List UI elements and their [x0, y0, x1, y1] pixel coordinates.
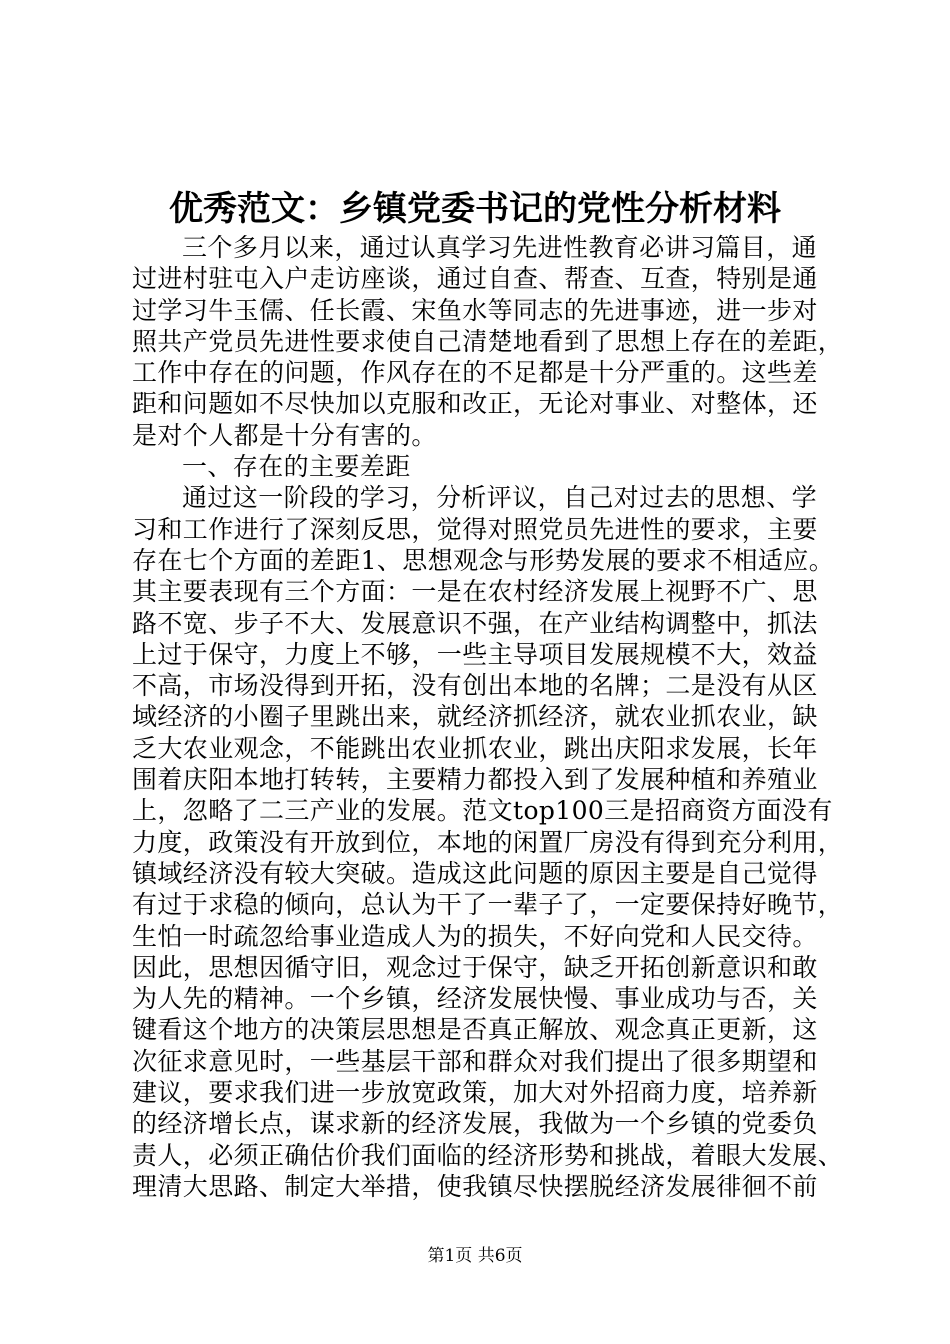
body-line: 次征求意见时，一些基层干部和群众对我们提出了很多期望和: [132, 1046, 818, 1076]
body-line: 距和问题如不尽快加以克服和改正，无论对事业、对整体，还: [132, 389, 818, 419]
body-line: 通过这一阶段的学习，分析评议，自己对过去的思想、学: [182, 483, 818, 513]
body-line: 乏大农业观念，不能跳出农业抓农业，跳出庆阳求发展，长年: [132, 733, 818, 763]
body-line: 存在七个方面的差距1、思想观念与形势发展的要求不相适应。: [132, 545, 835, 575]
body-line: 过学习牛玉儒、任长霞、宋鱼水等同志的先进事迹，进一步对: [132, 295, 818, 325]
body-line: 围着庆阳本地打转转，主要精力都投入到了发展种植和养殖业: [132, 765, 818, 795]
body-line: 其主要表现有三个方面：一是在农村经济发展上视野不广、思: [132, 577, 818, 607]
body-line: 责人，必须正确估价我们面临的经济形势和挑战，着眼大发展、: [132, 1140, 844, 1170]
body-line: 生怕一时疏忽给事业造成人为的损失，不好向党和人民交待。: [132, 921, 818, 951]
body-line: 上过于保守，力度上不够，一些主导项目发展规模不大，效益: [132, 639, 818, 669]
body-line: 路不宽、步子不大、发展意识不强，在产业结构调整中，抓法: [132, 608, 818, 638]
body-line: 过进村驻屯入户走访座谈，通过自查、帮查、互查，特别是通: [132, 264, 818, 294]
body-line: 不高，市场没得到开拓，没有创出本地的名牌；二是没有从区: [132, 671, 818, 701]
body-line: 工作中存在的问题，作风存在的不足都是十分严重的。这些差: [132, 358, 818, 388]
body-line: 为人先的精神。一个乡镇，经济发展快慢、事业成功与否，关: [132, 984, 818, 1014]
document-title: 优秀范文：乡镇党委书记的党性分析材料: [169, 189, 781, 229]
body-line: 三个多月以来，通过认真学习先进性教育必讲习篇目，通: [182, 233, 818, 262]
page-footer: 第1页 共6页: [427, 1246, 523, 1266]
body-line: 理清大思路、制定大举措，使我镇尽快摆脱经济发展徘徊不前: [132, 1171, 818, 1201]
body-line: 域经济的小圈子里跳出来，就经济抓经济，就农业抓农业，缺: [132, 702, 818, 732]
section-heading: 一、存在的主要差距: [182, 452, 411, 482]
document-body: [132, 232, 844, 1202]
body-line: 镇域经济没有较大突破。造成这此问题的原因主要是自己觉得: [132, 858, 818, 888]
body-line: 建议，要求我们进一步放宽政策，加大对外招商力度，培养新: [132, 1078, 818, 1108]
body-line: 键看这个地方的决策层思想是否真正解放、观念真正更新，这: [132, 1015, 818, 1045]
body-line: 照共产党员先进性要求使自己清楚地看到了思想上存在的差距，: [132, 326, 844, 356]
body-line: 有过于求稳的倾向，总认为干了一辈子了，一定要保持好晚节，: [132, 890, 844, 920]
body-line: 上，忽略了二三产业的发展。范文top100三是招商资方面没有: [132, 796, 833, 826]
body-line: 的经济增长点，谋求新的经济发展，我做为一个乡镇的党委负: [132, 1109, 818, 1139]
body-line: 因此，思想因循守旧，观念过于保守，缺乏开拓创新意识和敢: [132, 952, 818, 982]
body-line: 习和工作进行了深刻反思，觉得对照党员先进性的要求，主要: [132, 514, 818, 544]
body-line: 是对个人都是十分有害的。: [132, 420, 437, 450]
body-line: 力度，政策没有开放到位，本地的闲置厂房没有得到充分利用，: [132, 827, 844, 857]
